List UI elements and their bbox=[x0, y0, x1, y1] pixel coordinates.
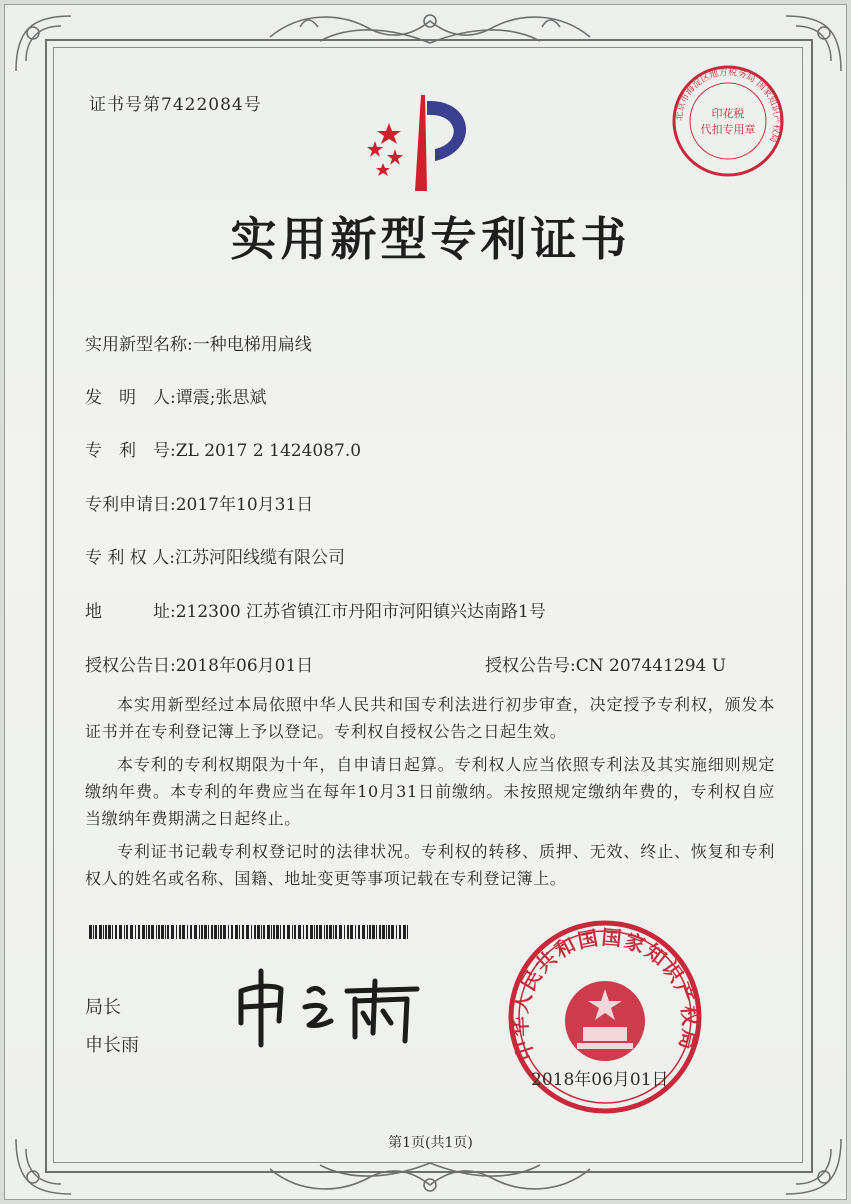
seal-date: 2018年06月01日 bbox=[531, 1070, 669, 1090]
corner-ornament-tl-icon bbox=[11, 11, 81, 81]
body-paragraph-3: 专利证书记载专利权登记时的法律状况。专利权的转移、质押、无效、终止、恢复和专利权人的姓名或名称、国籍、地址变更等事项记载在专利登记簿上。 bbox=[85, 842, 775, 888]
field-label: 发 明 人: bbox=[85, 388, 176, 408]
field-grant-number bbox=[485, 651, 726, 676]
field-label: 地 址: bbox=[85, 602, 176, 622]
field-application-date bbox=[85, 490, 313, 515]
seal-ring-text: 中华人民共和国国家知识产权局 bbox=[507, 924, 703, 1064]
field-value: ZL 2017 2 1424087.0 bbox=[175, 441, 362, 461]
tax-seal-center-1: 印花税 bbox=[711, 107, 745, 120]
director-title: 局长 bbox=[85, 997, 121, 1018]
field-label: 专 利 号: bbox=[85, 441, 176, 461]
body-paragraph-2: 本专利的专利权期限为十年，自申请日起算。专利权人应当依照专利法及其实施细则规定缴纳年费。本专利的年费应当在每年10月31日前缴纳。未按照规定缴纳年费的，专利权自应当缴纳年费期满之日起终止。 bbox=[85, 755, 775, 828]
cnipa-logo-icon bbox=[355, 91, 495, 196]
field-label: 授权公告号: bbox=[485, 656, 576, 676]
barcode-icon bbox=[89, 925, 411, 939]
field-value: 2017年10月31日 bbox=[175, 495, 314, 515]
field-value: 一种电梯用扁线 bbox=[192, 335, 312, 355]
field-inventor bbox=[85, 383, 266, 408]
field-value: 2018年06月01日 bbox=[175, 656, 314, 676]
top-ornament-icon bbox=[260, 7, 600, 51]
field-label: 专利申请日: bbox=[85, 495, 176, 515]
body-text bbox=[85, 691, 775, 892]
certificate-sheet bbox=[4, 4, 847, 1200]
field-utility-name bbox=[85, 330, 312, 355]
bottom-ornament-icon bbox=[260, 1155, 600, 1199]
corner-ornament-tr-icon bbox=[776, 11, 846, 81]
field-grant-date bbox=[85, 651, 313, 676]
field-value: 江苏河阳线缆有限公司 bbox=[174, 548, 345, 568]
director-name: 申长雨 bbox=[85, 1035, 139, 1056]
handwritten-signature-icon bbox=[227, 961, 427, 1051]
field-value: CN 207441294 U bbox=[575, 656, 727, 676]
field-address bbox=[85, 597, 546, 622]
tax-seal-ring-text: 北京市海淀区地方税务局 国家知识产权局 bbox=[674, 67, 782, 144]
tax-seal-center-2: 代扣专用章 bbox=[700, 123, 756, 136]
field-value: 谭震;张思斌 bbox=[175, 388, 267, 408]
tax-seal-icon bbox=[670, 63, 786, 179]
certificate-title: 实用新型专利证书 bbox=[230, 212, 631, 266]
certificate-number: 证书号第7422084号 bbox=[89, 95, 262, 115]
field-label: 授权公告日: bbox=[85, 656, 176, 676]
body-paragraph-1: 本实用新型经过本局依照中华人民共和国专利法进行初步审查，决定授予专利权，颁发本证书并在专利登记簿上予以登记。专利权自授权公告之日起生效。 bbox=[85, 695, 775, 741]
field-patent-number bbox=[85, 436, 361, 461]
page-number: 第1页(共1页) bbox=[388, 1135, 473, 1151]
field-value: 212300 江苏省镇江市丹阳市河阳镇兴达南路1号 bbox=[175, 602, 546, 622]
field-label: 实用新型名称: bbox=[85, 335, 193, 355]
field-label: 专 利 权 人: bbox=[85, 548, 175, 568]
field-patentee bbox=[85, 543, 345, 568]
